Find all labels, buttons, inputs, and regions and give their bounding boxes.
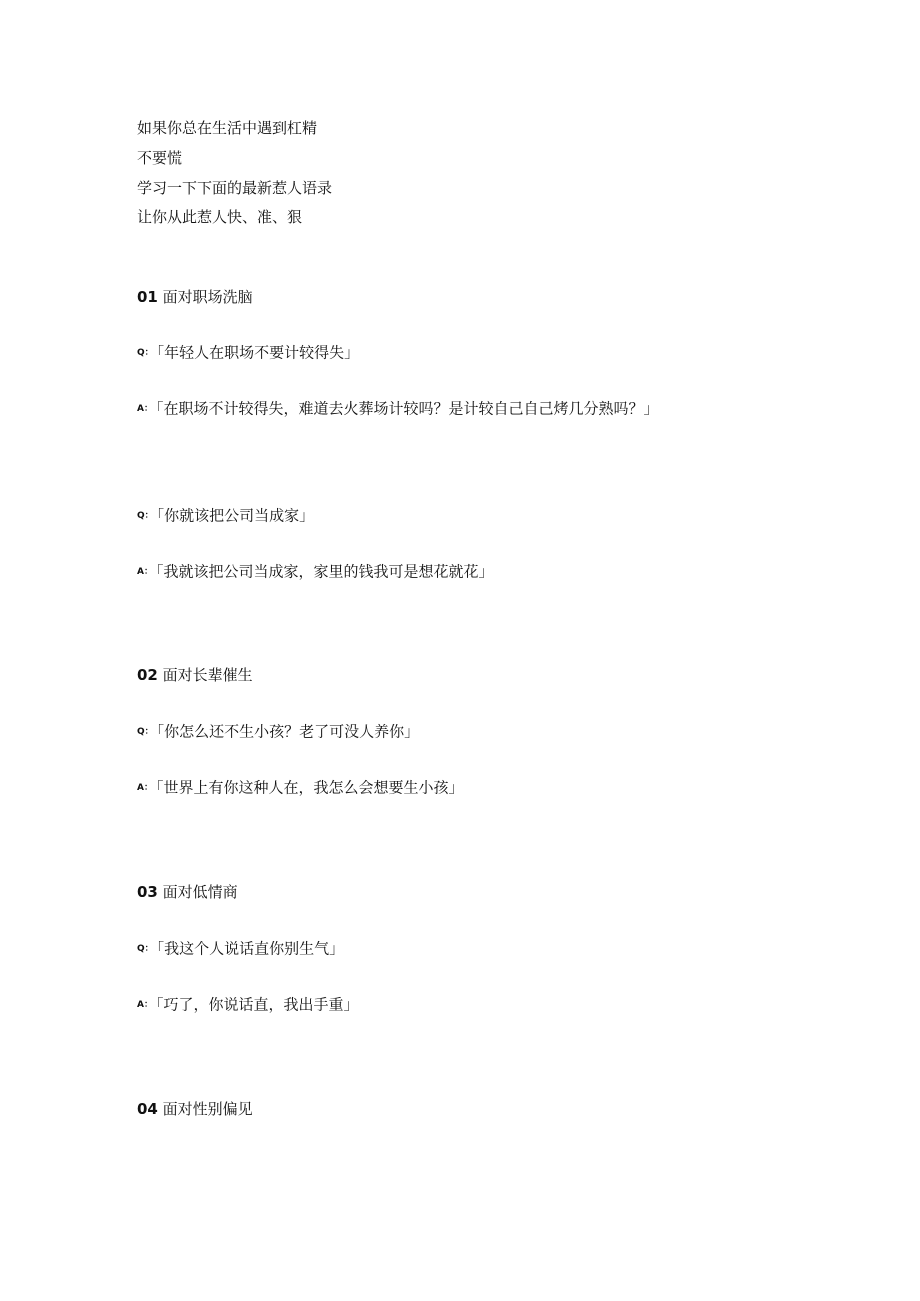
answer-line	[137, 561, 493, 582]
q-prefix: Q：	[137, 510, 154, 521]
answer-text: 「世界上有你这种人在，我怎么会想要生小孩」	[155, 778, 464, 797]
answer-text: 「我就该把公司当成家，家里的钱我可是想花就花」	[155, 562, 494, 581]
answer-line	[137, 994, 358, 1015]
question-line	[137, 721, 419, 742]
a-prefix: A：	[137, 403, 153, 414]
a-prefix: A：	[137, 999, 153, 1010]
section-number: 03	[137, 883, 158, 901]
section-title: 面对长辈催生	[162, 666, 253, 684]
section-heading-03	[137, 882, 238, 902]
question-line	[137, 505, 314, 526]
q-prefix: Q：	[137, 726, 154, 737]
question-text: 「我这个人说话直你别生气」	[156, 939, 345, 958]
section-heading-02	[137, 665, 253, 685]
answer-line	[137, 777, 463, 798]
section-number: 04	[137, 1100, 158, 1118]
question-text: 「年轻人在职场不要计较得失」	[156, 343, 360, 362]
q-prefix: Q：	[137, 347, 154, 358]
section-title: 面对低情商	[162, 883, 238, 901]
section-number: 02	[137, 666, 158, 684]
question-text: 「你怎么还不生小孩？老了可没人养你」	[156, 722, 420, 741]
intro-line-3: 学习一下下面的最新惹人语录	[137, 179, 333, 197]
intro-line-4: 让你从此惹人快、准、狠	[137, 208, 303, 226]
section-number: 01	[137, 288, 158, 306]
answer-line	[137, 398, 658, 419]
intro-line-2: 不要慌	[137, 149, 183, 167]
section-title: 面对性别偏见	[162, 1100, 253, 1118]
question-line	[137, 342, 359, 363]
section-heading-01	[137, 287, 253, 307]
answer-text: 「巧了，你说话直，我出手重」	[155, 995, 359, 1014]
question-line	[137, 938, 344, 959]
section-heading-04	[137, 1099, 253, 1119]
section-title: 面对职场洗脑	[162, 288, 253, 306]
question-text: 「你就该把公司当成家」	[156, 506, 315, 525]
q-prefix: Q：	[137, 943, 154, 954]
a-prefix: A：	[137, 566, 153, 577]
answer-text: 「在职场不计较得失，难道去火葬场计较吗？是计较自己自己烤几分熟吗？」	[155, 399, 659, 418]
a-prefix: A：	[137, 782, 153, 793]
intro-line-1: 如果你总在生活中遇到杠精	[137, 119, 318, 137]
